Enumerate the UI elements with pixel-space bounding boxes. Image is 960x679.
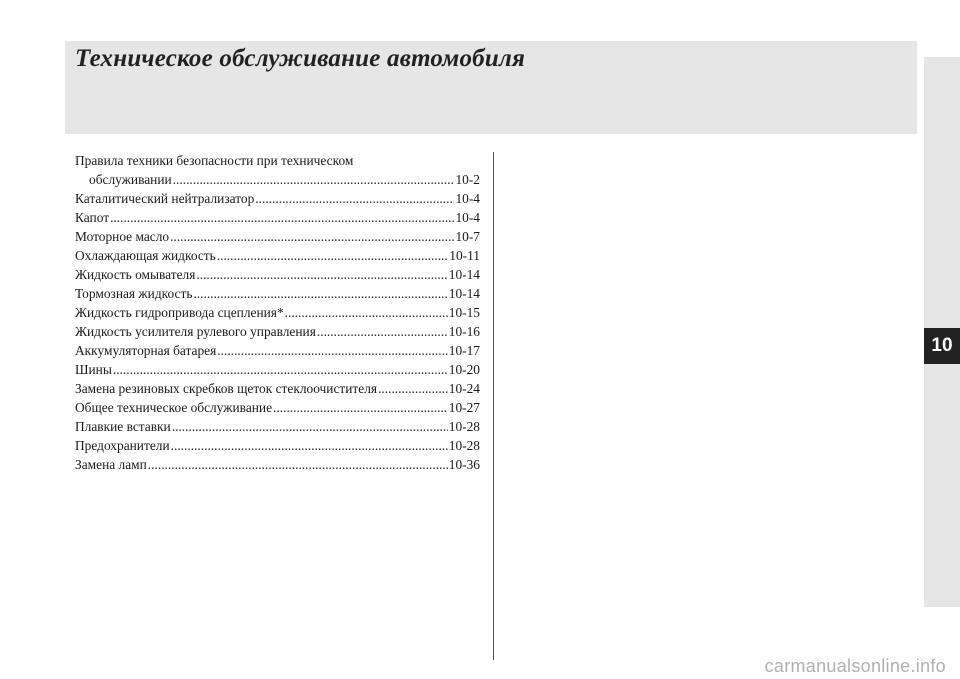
toc-entry-label: Тормозная жидкость — [75, 286, 193, 301]
toc-entry-label: Капот — [75, 210, 110, 225]
dot-leader — [113, 360, 448, 379]
toc-entry[interactable] — [75, 303, 480, 322]
dot-leader — [255, 189, 454, 208]
column-divider — [493, 152, 494, 660]
toc-page-number: 10-28 — [448, 438, 480, 453]
toc-page-number: 10-7 — [455, 229, 480, 244]
toc-entry[interactable] — [75, 398, 480, 417]
dot-leader — [217, 246, 448, 265]
toc-entry-label: Моторное масло — [75, 229, 170, 244]
toc-entry[interactable] — [75, 360, 480, 379]
toc-entry-label: Аккумуляторная батарея — [75, 343, 217, 358]
toc-page-number: 10-4 — [455, 210, 480, 225]
toc-page-number: 10-4 — [455, 191, 480, 206]
dot-leader — [217, 341, 447, 360]
dot-leader — [193, 284, 447, 303]
toc-entry[interactable] — [75, 227, 480, 246]
toc-page-number: 10-24 — [448, 381, 480, 396]
toc-page-number: 10-2 — [455, 172, 480, 187]
toc-entry[interactable] — [75, 284, 480, 303]
dot-leader — [378, 379, 448, 398]
dot-leader — [170, 227, 454, 246]
toc-entry-label: Плавкие вставки — [75, 419, 171, 434]
section-title: Техническое обслуживание автомобиля — [75, 45, 526, 72]
toc-entry-label: Каталитический нейтрализатор — [75, 191, 255, 206]
toc-entry-label: Шины — [75, 362, 112, 377]
toc-entry-label: Жидкость усилителя рулевого управления — [75, 324, 316, 339]
toc-entry-label: Общее техническое обслуживание — [75, 400, 273, 415]
dot-leader — [110, 208, 454, 227]
toc-entry[interactable] — [75, 208, 480, 227]
toc-entry[interactable] — [75, 417, 480, 436]
watermark: carmanualsonline.info — [764, 656, 946, 676]
toc-entry-label: Замена ламп — [75, 457, 147, 472]
toc-page-number: 10-28 — [448, 419, 480, 434]
toc-entry-safety[interactable] — [75, 151, 480, 189]
toc-entry[interactable] — [75, 322, 480, 341]
dot-leader — [173, 170, 455, 189]
toc-entry[interactable] — [75, 436, 480, 455]
toc-entry-label: Замена резиновых скребков щеток стеклоочистителя — [75, 381, 378, 396]
dot-leader — [171, 436, 448, 455]
toc-entry-label-line1: Правила техники безопасности при техническом — [75, 153, 354, 168]
toc-page-number: 10-11 — [449, 248, 480, 263]
toc-page-number: 10-16 — [448, 324, 480, 339]
toc-entry-label-line2: обслуживании — [89, 172, 172, 187]
dot-leader — [285, 303, 448, 322]
toc-page-number: 10-36 — [448, 457, 480, 472]
dot-leader — [148, 455, 448, 474]
dot-leader — [273, 398, 448, 417]
toc-entry[interactable] — [75, 341, 480, 360]
dot-leader — [196, 265, 447, 284]
toc-entry-label: Охлаждающая жидкость — [75, 248, 216, 263]
dot-leader — [317, 322, 448, 341]
toc-entry-label: Жидкость омывателя — [75, 267, 196, 282]
toc-page-number: 10-20 — [448, 362, 480, 377]
toc-entry-label: Жидкость гидропривода сцепления* — [75, 305, 284, 320]
toc-page-number: 10-14 — [448, 286, 480, 301]
section-header-band — [65, 41, 917, 134]
toc-entry-label: Предохранители — [75, 438, 170, 453]
dot-leader — [172, 417, 448, 436]
toc-entry[interactable] — [75, 189, 480, 208]
toc-entry[interactable] — [75, 455, 480, 474]
chapter-number-badge[interactable]: 10 — [924, 328, 960, 364]
toc-entry[interactable] — [75, 246, 480, 265]
toc-page-number: 10-14 — [448, 267, 480, 282]
toc-page-number: 10-27 — [448, 400, 480, 415]
toc-page-number: 10-17 — [448, 343, 480, 358]
toc-entry[interactable] — [75, 265, 480, 284]
toc-page-number: 10-15 — [448, 305, 480, 320]
table-of-contents — [75, 151, 480, 474]
toc-entry[interactable] — [75, 379, 480, 398]
